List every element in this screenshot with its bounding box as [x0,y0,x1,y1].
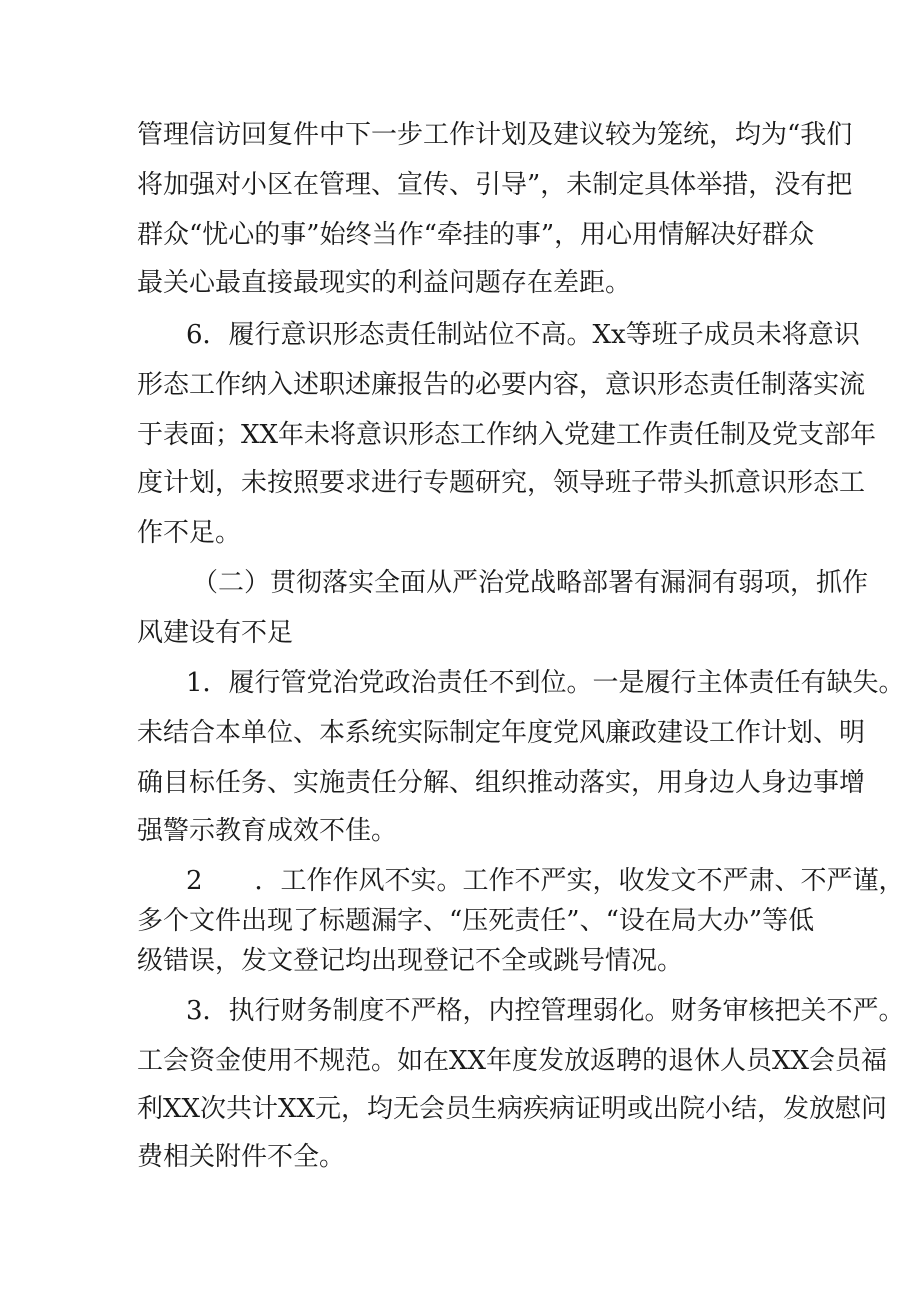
text-line: 强警示教育成效不佳。 [137,816,398,846]
text-line: 于表面；XX年未将意识形态工作纳入党建工作责任制及党支部年 [137,420,877,450]
text-line: 6．履行意识形态责任制站位不高。Xx等班子成员未将意识 [186,320,860,350]
text-line: 工会资金使用不规范。如在XX年度发放返聘的退休人员XX会员福 [137,1046,888,1076]
text-line: 群众“忧心的事”始终当作“牵挂的事”，用心用情解决好群众 [137,220,815,250]
text-line: 确目标任务、实施责任分解、组织推动落实，用身边人身边事增 [137,768,866,798]
text-line: 1．履行管党治党政治责任不到位。一是履行主体责任有缺失。 [186,668,905,698]
text-line: 3．执行财务制度不严格，内控管理弱化。财务审核把关不严。 [186,996,905,1026]
text-line: 度计划，未按照要求进行专题研究，领导班子带头抓意识形态工 [137,468,866,498]
text-line: 2 ．工作作风不实。工作不严实，收发文不严肃、不严谨， [186,866,905,896]
text-line: 形态工作纳入述职述廉报告的必要内容，意识形态责任制落实流 [137,370,866,400]
text-line: 最关心最直接最现实的利益问题存在差距。 [137,268,632,298]
text-line: 级错误，发文登记均出现登记不全或跳号情况。 [137,946,684,976]
text-line: 费相关附件不全。 [137,1142,346,1172]
section-heading: （二）贯彻落实全面从严治党战略部署有漏洞有弱项，抓作 [192,568,869,598]
text-line: 多个文件出现了标题漏字、“压死责任”、“设在局大办”等低 [137,906,815,936]
section-heading: 风建设有不足 [137,618,294,648]
text-line: 利XX次共计XX元，均无会员生病疾病证明或出院小结，发放慰问 [137,1094,888,1124]
text-line: 作不足。 [137,518,242,548]
text-line: 将加强对小区在管理、宣传、引导”，未制定具体举措，没有把 [137,170,853,200]
text-line: 未结合本单位、本系统实际制定年度党风廉政建设工作计划、明 [137,718,866,748]
text-line: 管理信访回复件中下一步工作计划及建议较为笼统，均为“我们 [137,120,853,150]
